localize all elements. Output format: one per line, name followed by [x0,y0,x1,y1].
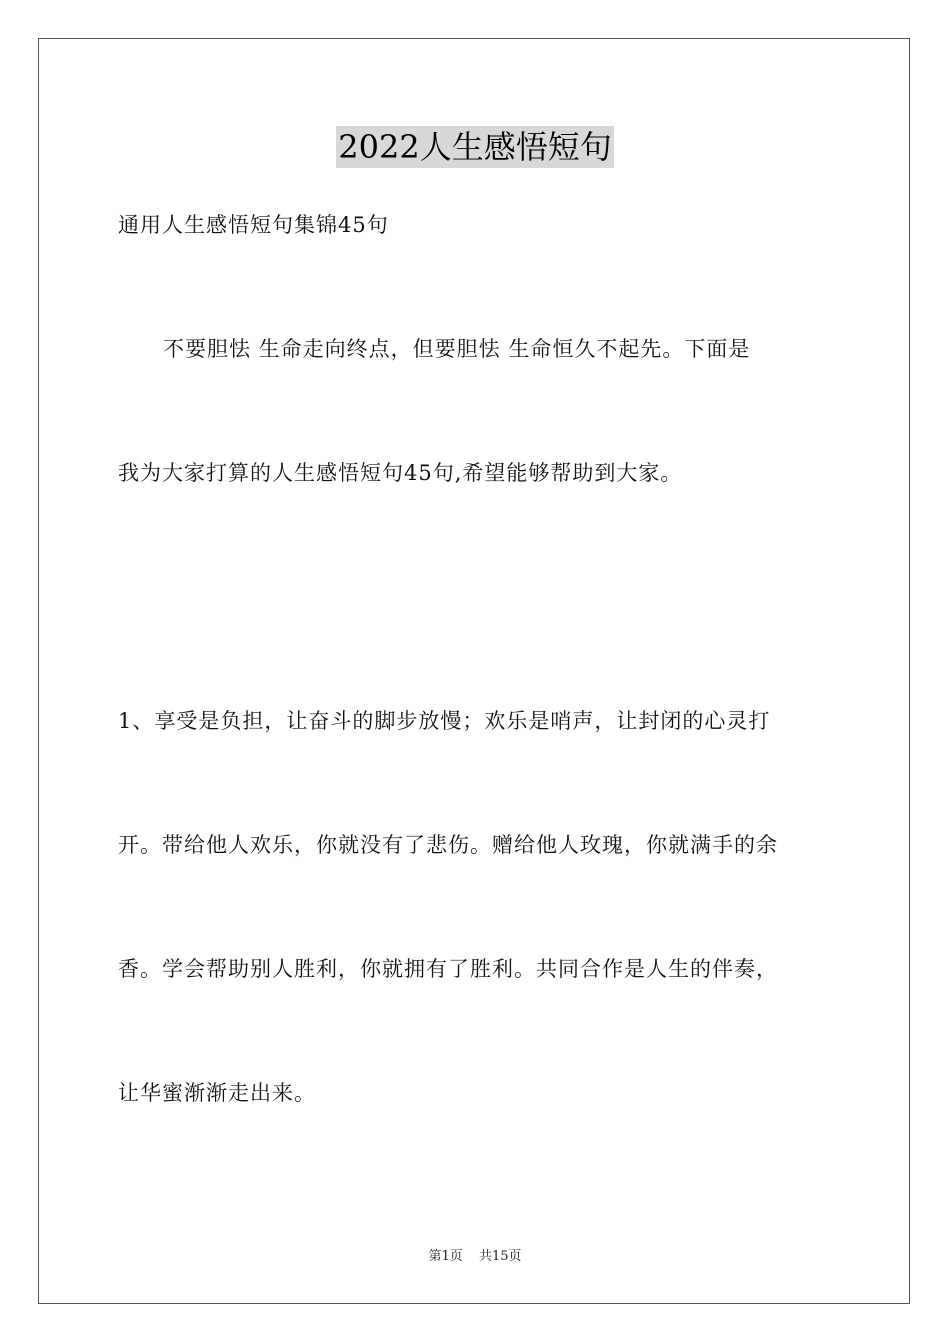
document-subtitle: 通用人生感悟短句集锦45句 [118,213,389,237]
item1-line-4: 让华蜜渐渐走出来。 [118,1081,316,1105]
title-container [0,126,950,168]
item1-line-3: 香。学会帮助别人胜利，你就拥有了胜利。共同合作是人生的伴奏， [118,957,778,981]
intro-line-2: 我为大家打算的人生感悟短句45句,希望能够帮助到大家。 [118,461,683,485]
document-title: 2022人生感悟短句 [338,128,612,166]
page-current-label: 第1页 [428,1249,463,1264]
item1-line-1: 1、享受是负担，让奋斗的脚步放慢；欢乐是哨声，让封闭的心灵打 [118,709,771,733]
intro-line-1: 不要胆怯 生命走向终点，但要胆怯 生命恒久不起先。下面是 [163,337,751,361]
item1-line-2: 开。带给他人欢乐，你就没有了悲伤。赠给他人玫瑰，你就满手的余 [118,833,778,857]
page-total-label: 共15页 [478,1249,522,1264]
page-footer [0,1245,950,1264]
